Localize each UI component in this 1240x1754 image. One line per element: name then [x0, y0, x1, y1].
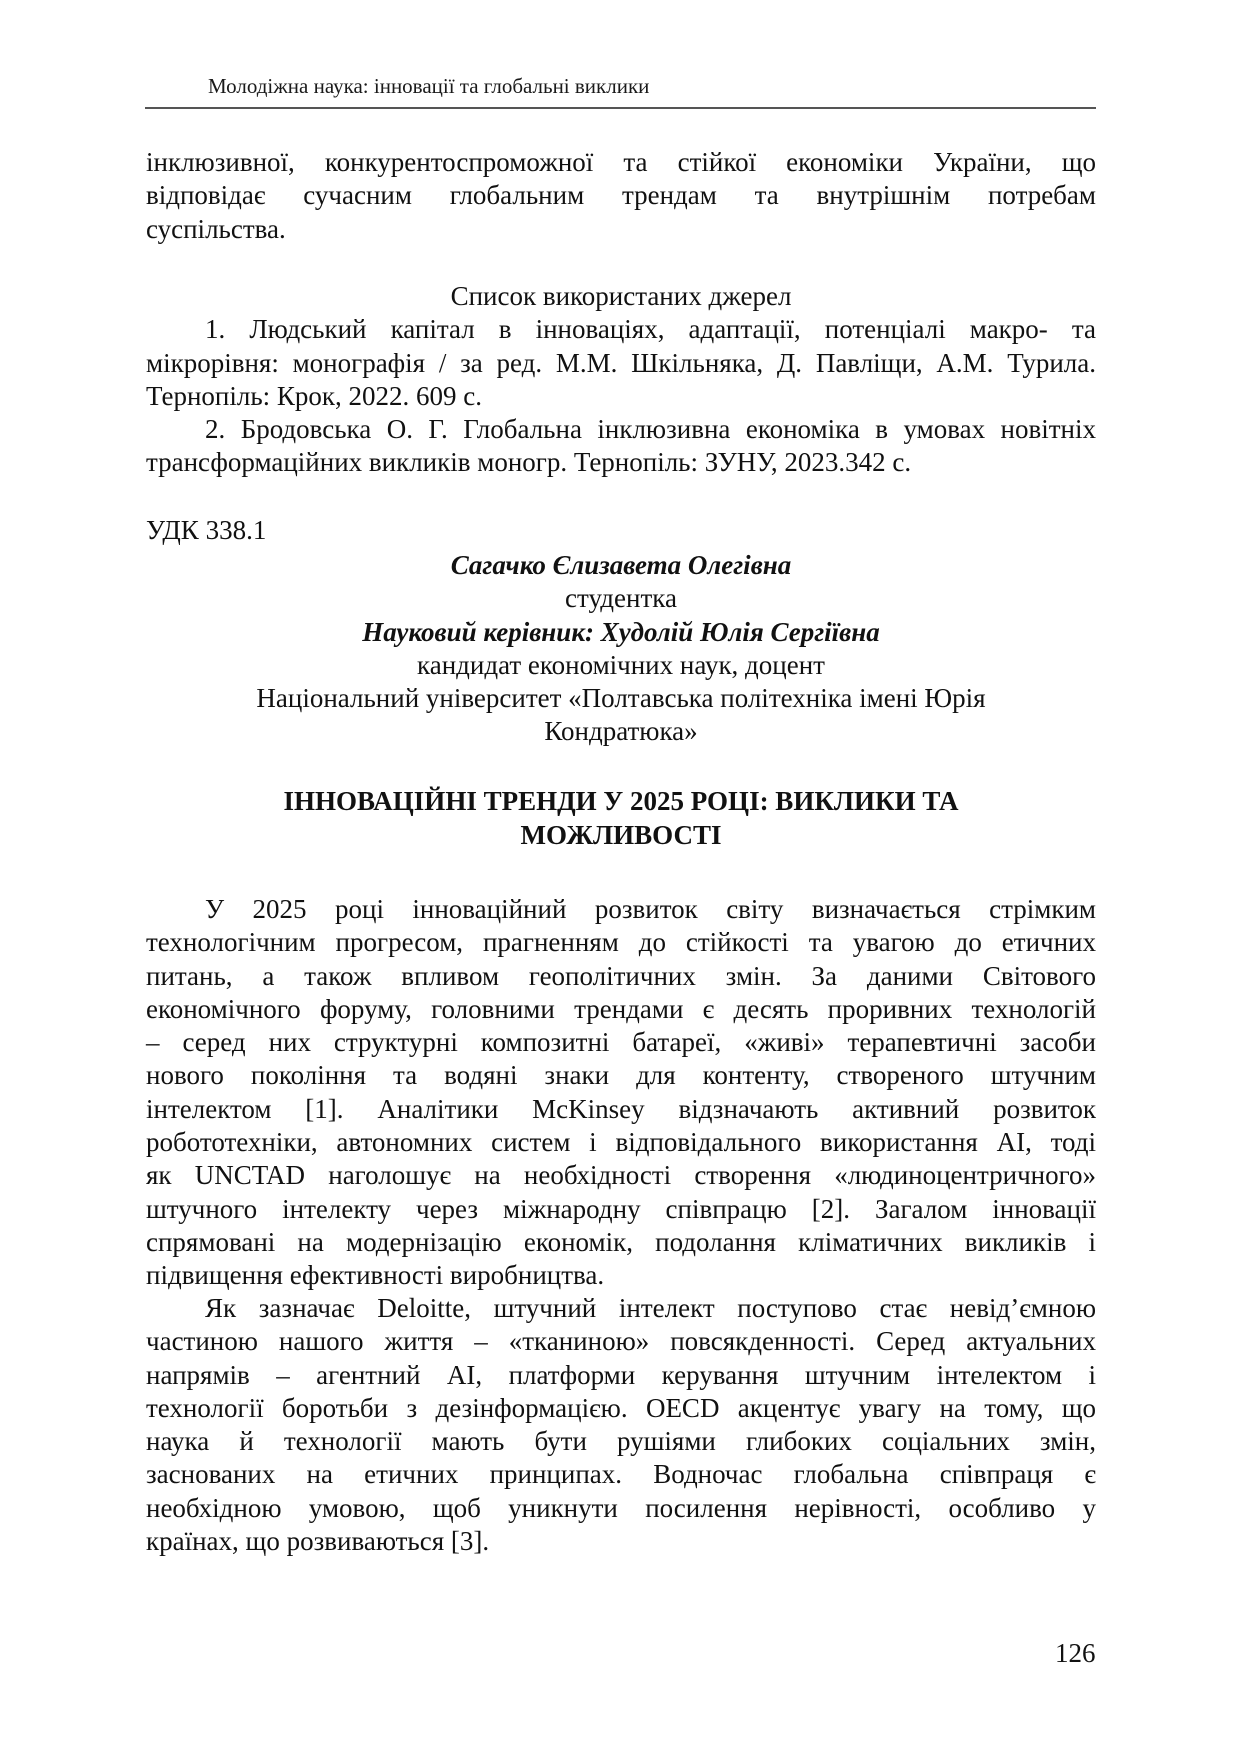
author-name: Сагачко Єлизавета Олегівна [450, 550, 792, 580]
reference-item [146, 413, 1096, 480]
text-line: країнах, що розвиваються [3]. [146, 1526, 490, 1557]
supervisor: Науковий керівник: Худолій Юлія Сергіївна [362, 616, 880, 647]
udc-code [146, 514, 1096, 547]
text-line: технології боротьби з дезінформацією. OECD акцентує увагу на тому, що [146, 1392, 1096, 1423]
article-title [146, 784, 1096, 852]
text-line: як UNCTAD наголошує на необхідності створення «людиноцентричного» [146, 1160, 1096, 1191]
affiliation-line: Національний університет «Полтавська політехніка імені Юрія [256, 683, 986, 714]
text-line: заснованих на етичних принципах. Водночас глобальна співпраця є [146, 1459, 1096, 1490]
body-paragraph [146, 1292, 1096, 1558]
udc-text: УДК 338.1 [146, 515, 267, 545]
text-line: підвищення ефективності виробництва. [146, 1260, 605, 1291]
text-line: питань, а також впливом геополітичних змін. За даними Світового [146, 960, 1096, 991]
text-line: інклюзивної, конкурентоспроможної та стійкої економіки України, що [146, 147, 1096, 177]
supervisor-degree: кандидат економічних наук, доцент [417, 649, 825, 680]
text-line: економічного форуму, головними трендами є десять проривних технологій [146, 993, 1096, 1024]
previous-article-ending [146, 146, 1096, 246]
author-block [146, 549, 1096, 749]
text-line: суспільства. [146, 213, 286, 244]
text-line: мікрорівня: монографія / за ред. М.М. Шкільняка, Д. Павліщи, А.М. Турила. [146, 347, 1096, 378]
text-line: спрямовані на модернізацію економік, подолання кліматичних викликів і [146, 1226, 1096, 1257]
text-line: технологічним прогресом, прагненням до стійкості та увагою до етичних [146, 927, 1096, 958]
title-line: МОЖЛИВОСТІ [520, 820, 722, 850]
body-paragraph [146, 893, 1096, 1293]
text-line: напрямів – агентний AI, платформи керування штучним інтелектом і [146, 1359, 1096, 1390]
header-divider [145, 107, 1096, 109]
text-line: робототехніки, автономних систем і відповідального використання AI, тоді [146, 1127, 1096, 1158]
running-header: Молодіжна наука: інновації та глобальні виклики [208, 74, 650, 98]
text-line: 2. Бродовська О. Г. Глобальна інклюзивна економіка в умовах новітніх [205, 414, 1096, 445]
title-line: ІННОВАЦІЙНІ ТРЕНДИ У 2025 РОЦІ: ВИКЛИКИ ТА [283, 786, 959, 816]
text-line: частиною нашого життя – «тканиною» повсякденності. Серед актуальних [146, 1326, 1096, 1357]
affiliation-line: Кондратюка» [544, 716, 698, 747]
page-number: 126 [1055, 1638, 1096, 1668]
text-line: У 2025 році інноваційний розвиток світу визначається стрімким [205, 894, 1096, 924]
text-line: нового покоління та водяні знаки для контенту, створеного штучним [146, 1060, 1096, 1091]
references-heading: Список використаних джерел [450, 281, 792, 311]
text-line: трансформаційних викликів моногр. Тернопіль: ЗУНУ, 2023.342 с. [146, 447, 912, 478]
reference-item [146, 313, 1096, 413]
text-line: інтелектом [1]. Аналітики McKinsey відзначають активний розвиток [146, 1093, 1096, 1124]
text-line: – серед них структурні композитні батареї, «живі» терапевтичні засоби [146, 1027, 1096, 1058]
references-section [146, 280, 1096, 480]
text-line: відповідає сучасним глобальним трендам та внутрішнім потребам [146, 180, 1096, 211]
text-line: наука й технології мають бути рушіями глибоких соціальних змін, [146, 1426, 1096, 1457]
text-line: 1. Людський капітал в інноваціях, адаптації, потенціалі макро- та [205, 314, 1096, 345]
author-role: студентка [565, 583, 677, 614]
text-line: Як зазначає Deloitte, штучний інтелект поступово стає невід’ємною [205, 1293, 1096, 1323]
text-line: Тернопіль: Крок, 2022. 609 с. [146, 380, 482, 411]
text-line: необхідною умовою, щоб уникнути посилення нерівності, особливо у [146, 1492, 1096, 1523]
text-line: штучного інтелекту через міжнародну співпрацю [2]. Загалом інновації [146, 1193, 1096, 1224]
